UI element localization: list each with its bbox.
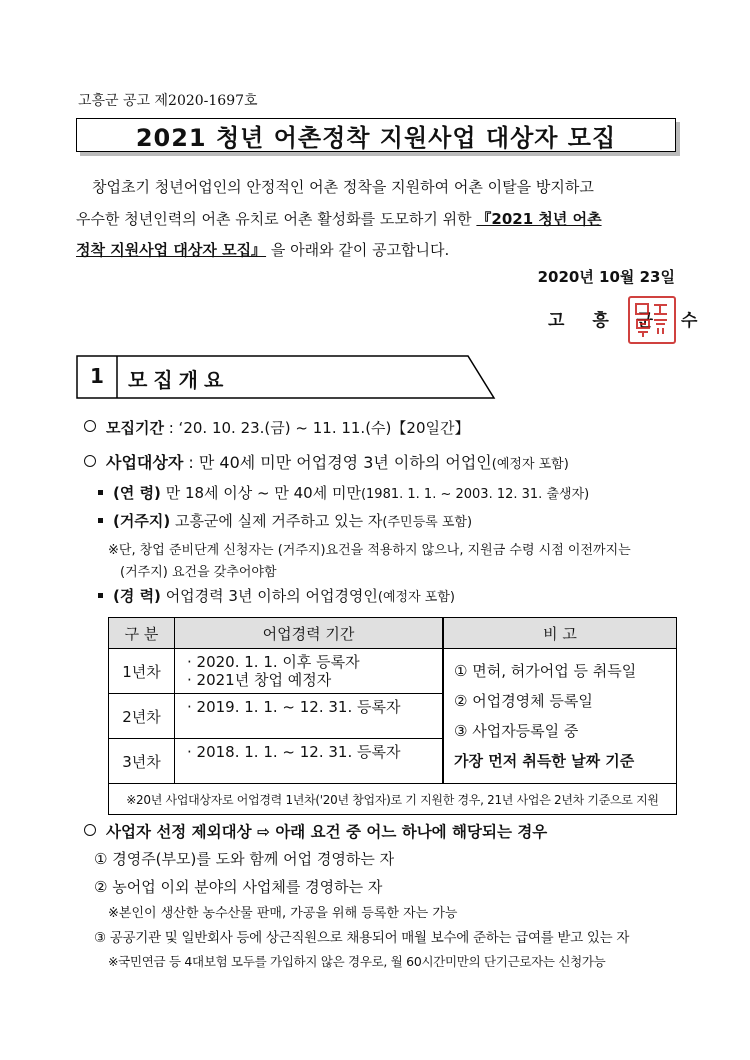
exclusion-item: ① 경영주(부모)를 도와 함께 어업 경영하는 자 (94, 850, 395, 868)
exclusion-remark: ※본인이 생산한 농수산물 판매, 가공을 위해 등록한 자는 가능 (108, 906, 458, 921)
residence-remark-1: ※단, 창업 준비단계 신청자는 (거주지)요건을 적용하지 않으나, 지원금 수령 시점 이전까지는 (108, 543, 631, 558)
year-cell: 1년차 (109, 649, 175, 694)
exclusion-item: ③ 공공기관 및 일반회사 등에 상근직원으로 채용되어 매월 보수에 준하는 급여를 받고 있는 자 (94, 930, 630, 946)
official-seal-icon (628, 296, 676, 344)
intro-line-1: 창업초기 청년어업인의 안정적인 어촌 정착을 지원하여 어촌 이탈을 방지하고 (92, 178, 594, 196)
career-table (108, 617, 677, 815)
target-line: 사업대상자 : 만 40세 미만 어업경영 3년 이하의 어업인(예정자 포함) (84, 450, 569, 473)
note-cell: ① 면허, 허가어업 등 취득일 ② 어업경영체 등록일 ③ 사업자등록일 중 가장 먼저 취득한 날짜 기준 (443, 649, 677, 784)
residence-remark-2: (거주지) 요건을 갖추어야함 (120, 565, 277, 580)
title-box (76, 118, 676, 152)
section-number: 1 (90, 364, 104, 388)
period-cell: · 2018. 1. 1. ~ 12. 31. 등록자 (175, 739, 444, 784)
section-title: 모집개요 (128, 368, 230, 392)
seal-glyph-icon (632, 300, 672, 340)
table-footnote-row (109, 784, 677, 815)
exclusion-item: ② 농어업 이외 분야의 사업체를 경영하는 자 (94, 878, 383, 896)
header-period: 어업경력 기간 (175, 618, 444, 649)
header-category: 구 분 (109, 618, 175, 649)
circle-bullet-icon (84, 420, 96, 432)
header-note: 비 고 (443, 618, 677, 649)
table-footnote: ※20년 사업대상자로 어업경력 1년차('20년 창업자)로 기 지원한 경우, 21년 사업은 2년차 기준으로 지원 (109, 784, 677, 815)
year-cell: 3년차 (109, 739, 175, 784)
career-line: (경 력) 어업경력 3년 이하의 어업경영인(예정자 포함) (98, 585, 455, 606)
exclusion-remark: ※국민연금 등 4대보험 모두를 가입하지 않은 경우로, 월 60시간미만의 단기근로자는 신청가능 (108, 954, 606, 969)
intro-line-2: 우수한 청년인력의 어촌 유치로 어촌 활성화를 도모하기 위한 『2021 청년 어촌 (76, 210, 602, 228)
recruit-period: 모집기간 : ‘20. 10. 23.(금) ~ 11. 11.(수)【20일간】 (84, 417, 469, 438)
signer: 고 흥 군 수 (548, 311, 709, 331)
year-cell: 2년차 (109, 694, 175, 739)
circle-bullet-icon (84, 824, 96, 836)
period-cell: · 2020. 1. 1. 이후 등록자 · 2021년 창업 예정자 (175, 649, 444, 694)
circle-bullet-icon (84, 455, 96, 467)
page-title: 2021 청년 어촌정착 지원사업 대상자 모집 (135, 123, 617, 152)
exclusion-title: 사업자 선정 제외대상 ⇨ 아래 요건 중 어느 하나에 해당되는 경우 (84, 820, 547, 842)
section-header (76, 355, 496, 399)
square-bullet-icon (98, 593, 103, 598)
table-row (109, 649, 677, 694)
notice-number: 고흥군 공고 제2020-1697호 (78, 93, 258, 109)
period-cell: · 2019. 1. 1. ~ 12. 31. 등록자 (175, 694, 444, 739)
age-line: (연 령) 만 18세 이상 ~ 만 40세 미만(1981. 1. 1. ~ 2003. 12. 31. 출생자) (98, 482, 589, 503)
table-header-row (109, 618, 677, 649)
residence-line: (거주지) 고흥군에 실제 거주하고 있는 자(주민등록 포함) (98, 510, 472, 531)
square-bullet-icon (98, 490, 103, 495)
intro-line-3: 정착 지원사업 대상자 모집』 을 아래와 같이 공고합니다. (76, 241, 450, 259)
square-bullet-icon (98, 518, 103, 523)
notice-date: 2020년 10월 23일 (537, 268, 675, 286)
